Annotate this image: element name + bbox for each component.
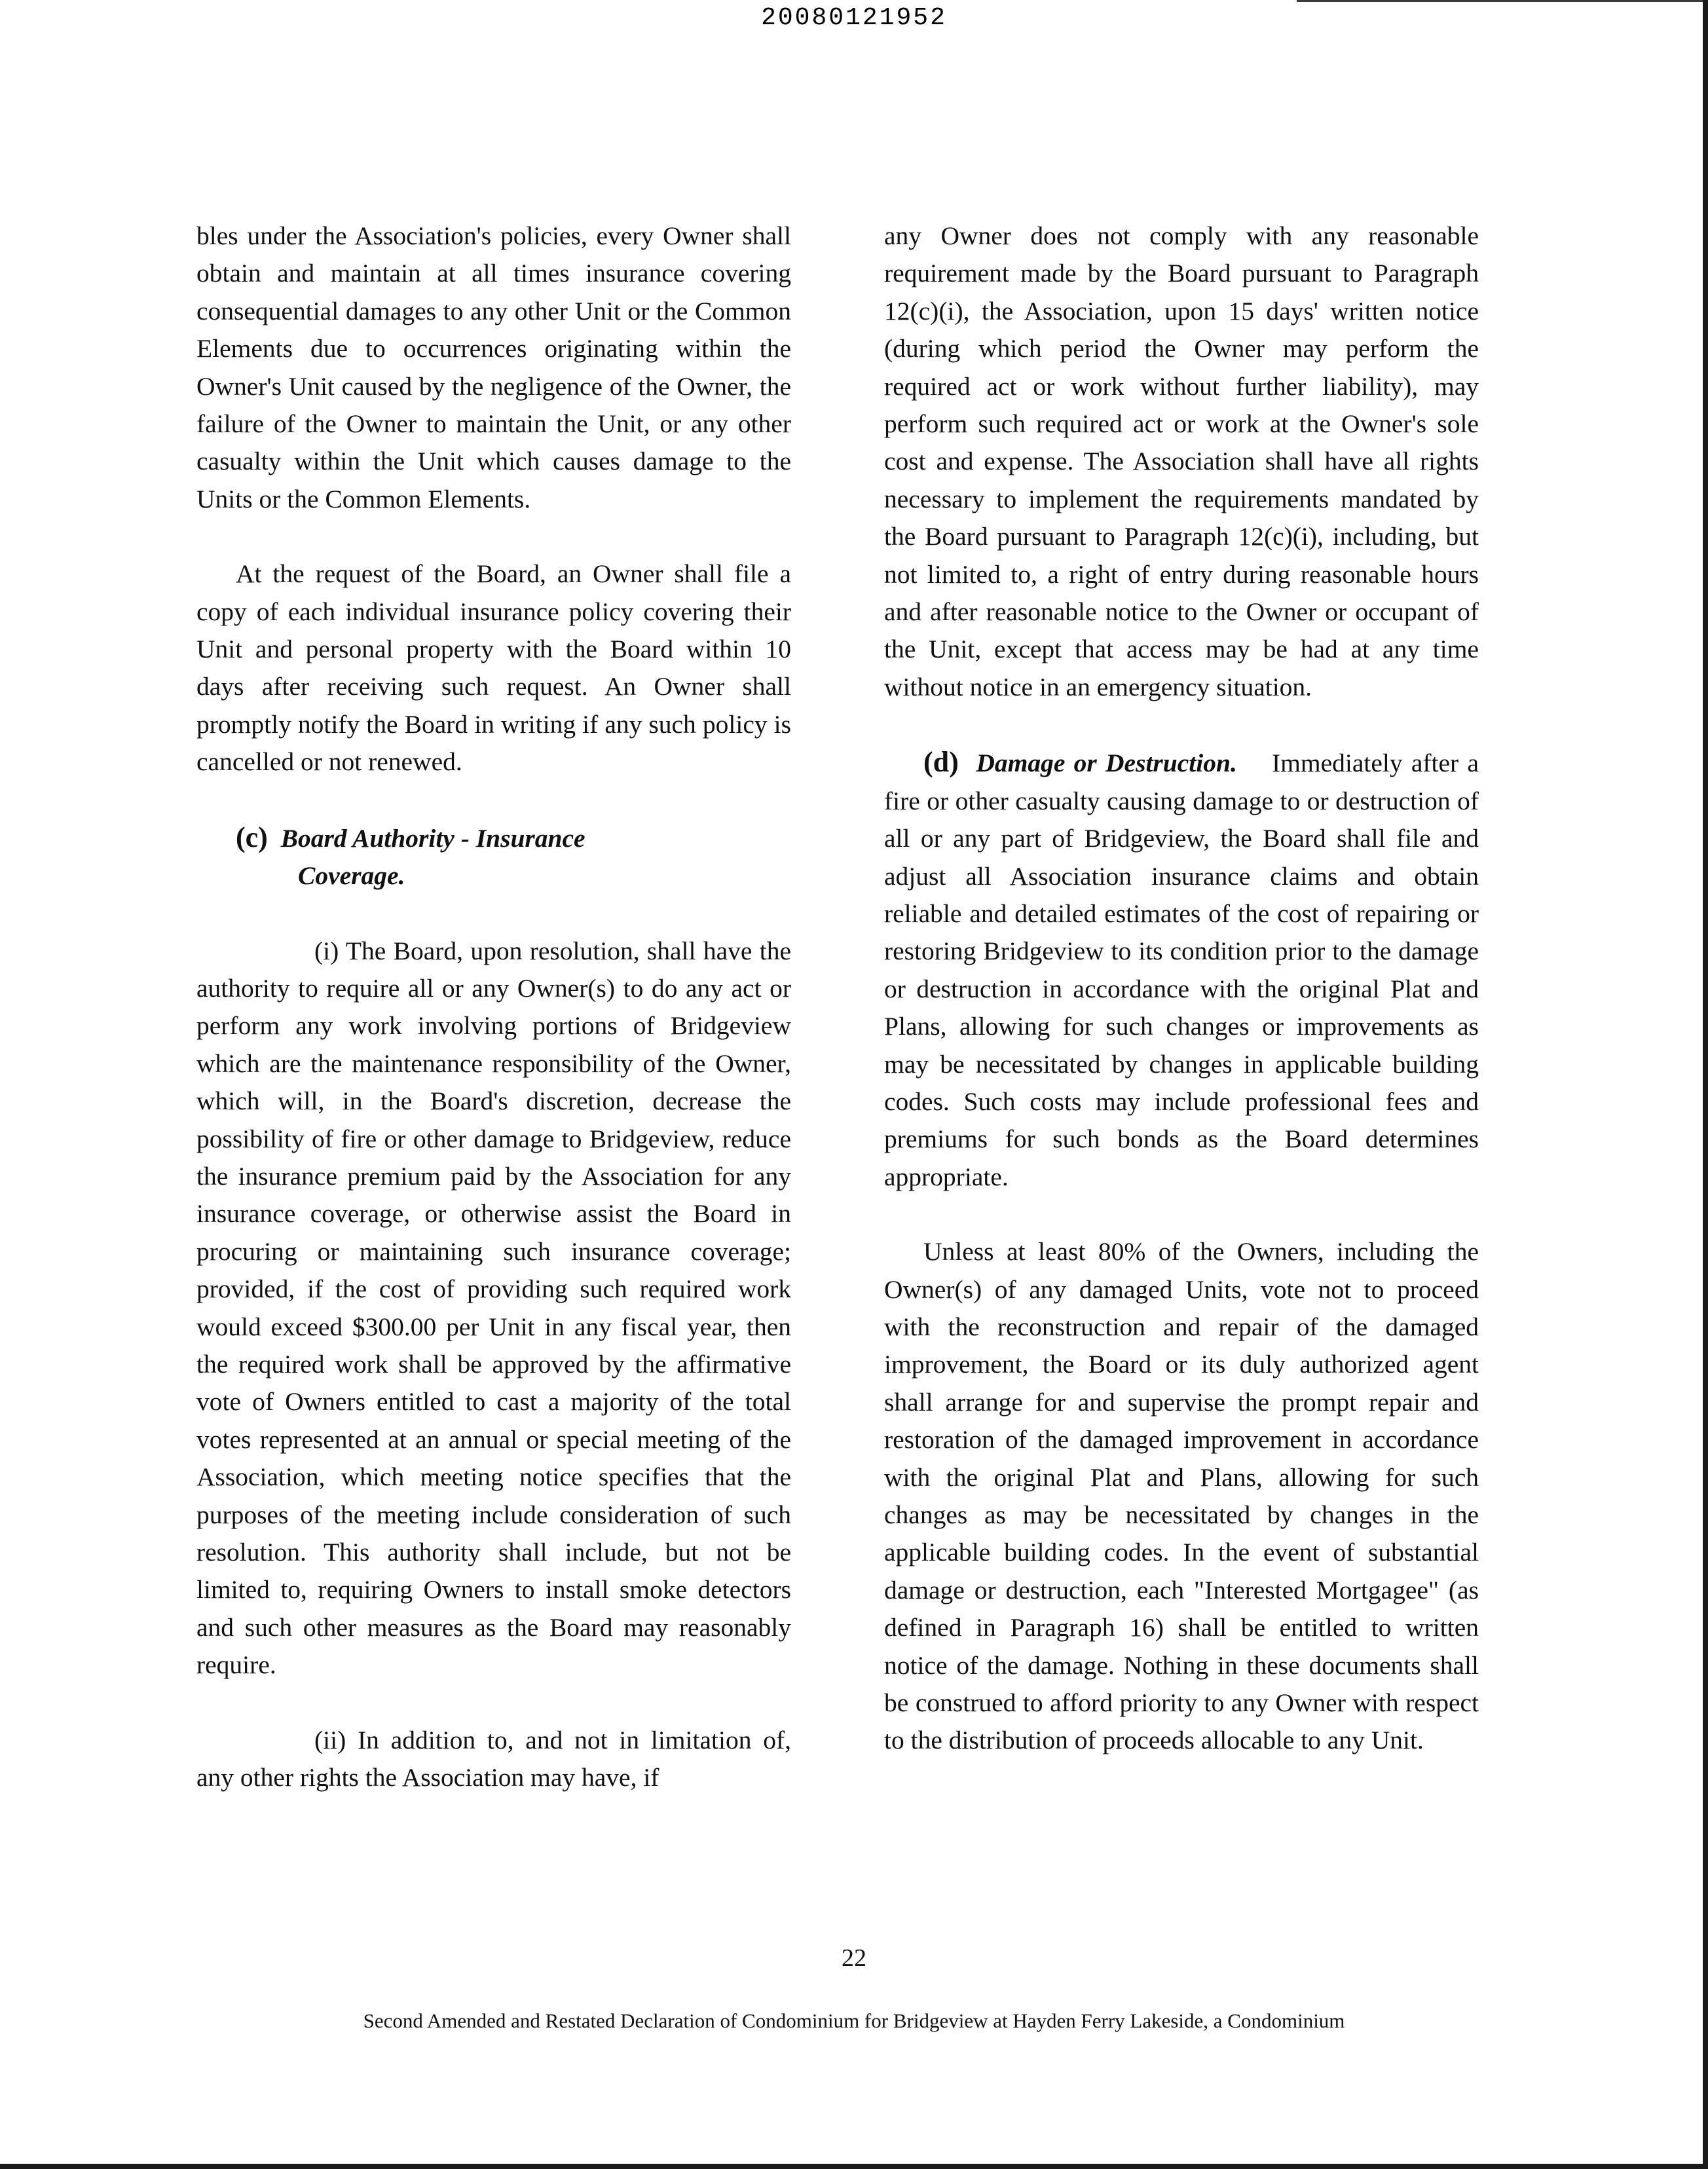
paragraph-board-authority-i: (i) The Board, upon resolution, shall have the authority to require all or any Owner(s) to do any act or perform any work involving portions of Bridgeview which are the maintenance responsibility of the Owner, which will, in the Board's discretion, decrease the possibility of fire or other damage to Bridgeview, reduce the insurance premium paid by the Association for any insurance coverage, or otherwise assist the Board in procuring or maintaining such insurance coverage; provided, if the cost of providing such required work would exceed $300.00 per Unit in any fiscal year, then the required work shall be approved by the affirmative vote of Owners entitled to cast a majority of the total votes represented at an annual or special meeting of the Association, which meeting notice specifies that the purposes of the meeting include consideration of such resolution. This authority shall include, but not be limited to, requiring Owners to install smoke detectors and such other measures as the Board may reasonably require.: [196, 936, 791, 1680]
scan-edge-bottom: [0, 2164, 1708, 2169]
scan-edge-top: [1297, 0, 1703, 2]
recording-number: 20080121952: [761, 4, 947, 32]
paragraph-insurance-consequential: bles under the Association's policies, every Owner shall obtain and maintain at all times insurance covering consequential damages to any other Unit or the Common Elements due to occurrences originating within the Owner's Unit caused by the negligence of the Owner, the failure of the Owner to maintain the Unit, or any other casualty within the Unit which causes damage to the Units or the Common Elements.: [196, 221, 791, 513]
paragraph-reconstruction: Unless at least 80% of the Owners, including the Owner(s) of any damaged Units, vote not to proceed with the reconstruction and repair of the damaged improvement, the Board or its duly authorized agent shall arrange for and supervise the prompt repair and restoration of the damaged improvement in accordance with the original Plat and Plans, allowing for such changes as may be necessitated by changes in the applicable building codes. In the event of substantial damage or destruction, each "Interested Mortgagee" (as defined in Paragraph 16) shall be entitled to written notice of the damage. Nothing in these documents shall be construed to afford priority to any Owner with respect to the distribution of proceeds allocable to any Unit.: [884, 1237, 1479, 1755]
page-number: 22: [842, 1944, 866, 1972]
left-column: [196, 217, 791, 1796]
section-d-paragraph: [884, 743, 1479, 1196]
section-c-title-line1: Board Authority - Insurance: [280, 823, 585, 853]
scan-edge-right: [1703, 0, 1708, 2169]
paragraph-board-authority-ii: (ii) In addition to, and not in limitation of, any other rights the Association may have, if: [196, 1725, 791, 1792]
section-c-title-line2: Coverage.: [298, 861, 405, 891]
paragraph-owner-noncompliance: any Owner does not comply with any reasonable requirement made by the Board pursuant to Paragraph 12(c)(i), the Association, upon 15 days' written notice (during which period the Owner may perform the required act or work without further liability), may perform such required act or work at the Owner's sole cost and expense. The Association shall have all rights necessary to implement the requirements mandated by the Board pursuant to Paragraph 12(c)(i), including, but not limited to, a right of entry during reasonable hours and after reasonable notice to the Owner or occupant of the Unit, except that access may be had at any time without notice in an emergency situation.: [884, 221, 1479, 701]
section-d-heading: [923, 746, 1246, 779]
section-d-letter: (d): [923, 746, 959, 779]
section-d-text: Immediately after a fire or other casualty causing damage to or destruction of all or any part of Bridgeview, the Board shall file and adjust all Association insurance claims and obtain reliable and detailed estimates of the cost of repairing or restoring Bridgeview to its condition prior to the damage or destruction in accordance with the original Plat and Plans, allowing for such changes or improvements as may be necessitated by changes in applicable building codes. Such costs may include professional fees and premiums for such bonds as the Board determines appropriate.: [884, 749, 1479, 1191]
section-c-letter: (c): [236, 821, 268, 853]
section-d-title: Damage or Destruction.: [976, 749, 1237, 778]
section-c-heading: [196, 819, 791, 895]
right-column: [884, 217, 1479, 1760]
document-footer: Second Amended and Restated Declaration of Condominium for Bridgeview at Hayden Ferry Lakeside, a Condominium: [363, 2009, 1345, 2032]
paragraph-policy-copy: At the request of the Board, an Owner shall file a copy of each individual insurance policy covering their Unit and personal property with the Board within 10 days after receiving such request. An Owner shall promptly notify the Board in writing if any such policy is cancelled or not renewed.: [196, 559, 791, 777]
